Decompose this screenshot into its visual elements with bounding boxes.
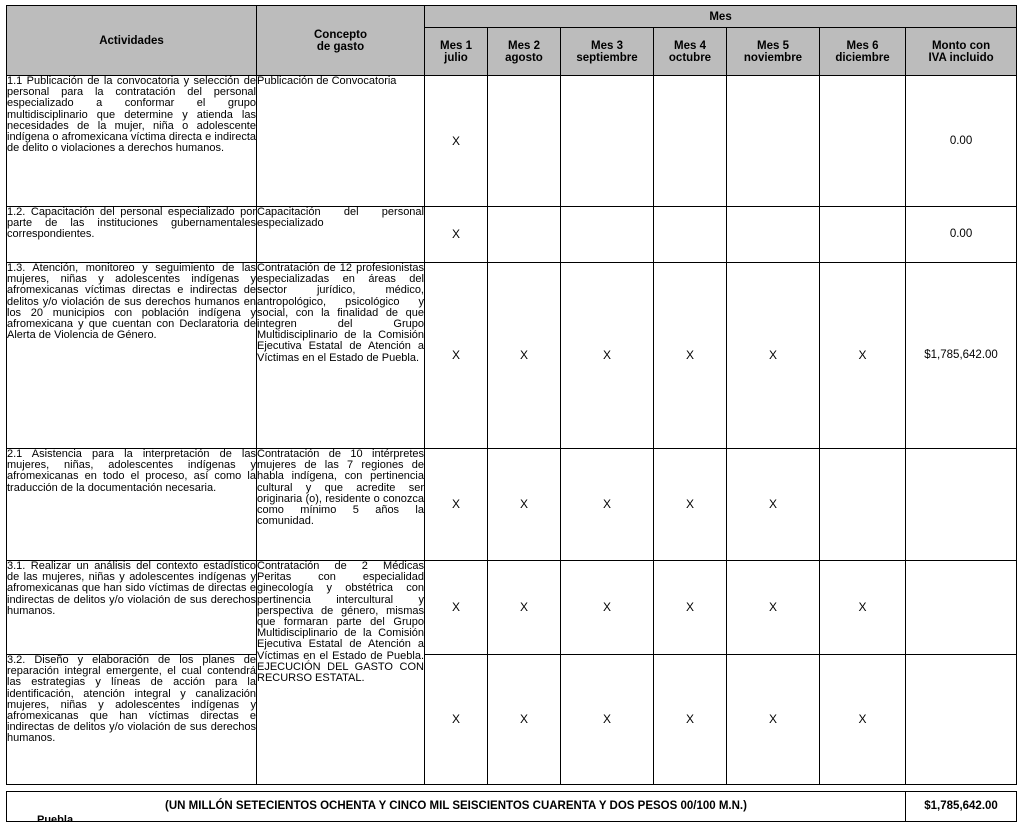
concept-cell: Contratación de 12 profesionistas especializadas en áreas del sector jurídico, médico, antropológico, psicológico y social, con la finalidad de que integren del Grupo Multidisciplinario de la Comisión Ejecutiva Estatal de Atención a Víctimas en el Estado de Puebla.: [257, 263, 425, 449]
activity-cell: 3.1. Realizar un análisis del contexto estadístico de las mujeres, niñas y adolescentes indígenas y afromexicanas que han sido víctimas de directas e indirectas de delitos y/o violación de sus derechos humanos.: [7, 561, 257, 655]
activity-cell: 1.3. Atención, monitoreo y seguimiento de las mujeres, niñas y adolescentes indígenas y afromexicanas víctimas directas e indirectas de delitos y/o violación de sus derechos humanos en los 20 municipios con población indígena y afromexicana y que cuentan con Declaratoria de Alerta de Violencia de Género.: [7, 263, 257, 449]
month-mark-cell: [654, 207, 727, 263]
amount-cell: [906, 655, 1017, 785]
month-mark-cell: X: [425, 263, 488, 449]
header-month-4: [654, 28, 727, 76]
month-mark-cell: [561, 207, 654, 263]
total-amount: $1,785,642.00: [906, 792, 1017, 822]
month-mark-cell: X: [654, 655, 727, 785]
month-mark-cell: X: [820, 561, 906, 655]
table-row: [7, 561, 1017, 655]
month-mark-cell: X: [654, 449, 727, 561]
table-row: [7, 655, 1017, 785]
concept-cell: Contratación de 2 Médicas Peritas con especialidad ginecología y obstétrica con pertinencia intercultural y perspectiva de género, mismas que formaran parte del Grupo Multidisciplinario de la Comisión Ejecutiva Estatal de Atención a Víctimas en el Estado de Puebla. EJECUCIÓN DEL GASTO CON RECURSO ESTATAL.: [257, 561, 425, 785]
header-month-name: octubre: [668, 51, 712, 64]
table-row: [7, 263, 1017, 449]
month-mark-cell: X: [561, 561, 654, 655]
header-month-2: [488, 28, 561, 76]
month-mark-cell: X: [488, 655, 561, 785]
header-activities: Actividades: [7, 6, 257, 76]
month-mark-cell: [820, 449, 906, 561]
month-mark-cell: X: [425, 76, 488, 207]
header-month-5: [727, 28, 820, 76]
footer-cut-text: Puebla: [37, 814, 74, 822]
header-month-number: Mes 4: [674, 39, 706, 52]
month-mark-cell: X: [561, 263, 654, 449]
schedule-table: [6, 5, 1017, 822]
amount-cell: [906, 561, 1017, 655]
month-mark-cell: [654, 76, 727, 207]
header-month-name: agosto: [505, 51, 543, 64]
month-mark-cell: [727, 207, 820, 263]
schedule-table-wrapper: [6, 5, 1016, 822]
table-row: [7, 207, 1017, 263]
month-mark-cell: X: [727, 449, 820, 561]
activity-cell: 3.2. Diseño y elaboración de los planes de reparación integral emergente, el cual contendrá las estrategias y líneas de acción para la identificación, atención integral y canalización mujeres, niñas y adolescentes indígenas y afromexicanas que han víctimas directas e indirectas de delitos y/o violación de sus derechos humanos.: [7, 655, 257, 785]
month-mark-cell: X: [727, 561, 820, 655]
header-month-name: noviembre: [743, 51, 803, 64]
month-mark-cell: X: [820, 263, 906, 449]
month-mark-cell: X: [425, 561, 488, 655]
header-month-name: septiembre: [576, 51, 638, 64]
month-mark-cell: [488, 76, 561, 207]
header-month-number: Mes 5: [757, 39, 789, 52]
activity-cell: 1.1 Publicación de la convocatoria y selección de personal para la contratación del personal especializado a conformar el grupo multidisciplinario que determine y atienda las necesidades de la mujer, niña o adolescente indígena o afromexicana víctima directa e indirecta de delito o violaciones a derechos humanos.: [7, 76, 257, 207]
month-mark-cell: X: [820, 655, 906, 785]
month-mark-cell: [820, 76, 906, 207]
table-row: [7, 449, 1017, 561]
header-month-3: [561, 28, 654, 76]
total-row: [7, 792, 1017, 822]
header-month-1: [425, 28, 488, 76]
month-mark-cell: [820, 207, 906, 263]
month-mark-cell: X: [425, 207, 488, 263]
month-mark-cell: X: [654, 561, 727, 655]
table-row: [7, 76, 1017, 207]
month-mark-cell: [488, 207, 561, 263]
month-mark-cell: X: [561, 655, 654, 785]
header-month-group: Mes: [425, 6, 1017, 28]
amount-cell: 0.00: [906, 76, 1017, 207]
amount-cell: 0.00: [906, 207, 1017, 263]
header-month-6: [820, 28, 906, 76]
header-month-number: Mes 3: [591, 39, 623, 52]
spacer-row: [7, 785, 1017, 792]
month-mark-cell: X: [561, 449, 654, 561]
amount-cell: [906, 449, 1017, 561]
header-concept: Concepto de gasto: [257, 6, 425, 76]
month-mark-cell: X: [488, 449, 561, 561]
month-mark-cell: X: [488, 263, 561, 449]
concept-cell: Publicación de Convocatoria: [257, 76, 425, 207]
header-month-number: Mes 2: [508, 39, 540, 52]
concept-cell: Capacitación del personal especializado: [257, 207, 425, 263]
header-month-name: diciembre: [835, 51, 890, 64]
activity-cell: 1.2. Capacitación del personal especializado por parte de las instituciones gubernamentales correspondientes.: [7, 207, 257, 263]
month-mark-cell: [561, 76, 654, 207]
month-mark-cell: X: [425, 655, 488, 785]
total-in-words: (UN MILLÓN SETECIENTOS OCHENTA Y CINCO MIL SEISCIENTOS CUARENTA Y DOS PESOS 00/100 M.N.): [7, 792, 906, 822]
month-mark-cell: [727, 76, 820, 207]
header-month-number: Mes 6: [846, 39, 879, 52]
amount-cell: $1,785,642.00: [906, 263, 1017, 449]
activity-cell: 2.1 Asistencia para la interpretación de las mujeres, niñas, adolescentes indígenas y afromexicanas en todo el proceso, así como la traducción de la documentación necesaria.: [7, 449, 257, 561]
month-mark-cell: X: [425, 449, 488, 561]
header-amount: Monto con IVA incluido: [906, 28, 1017, 76]
month-mark-cell: X: [488, 561, 561, 655]
month-mark-cell: X: [727, 655, 820, 785]
month-mark-cell: X: [727, 263, 820, 449]
concept-cell: Contratación de 10 intérpretes mujeres de las 7 regiones de habla indígena, con pertinencia cultural y que acredite ser originaria (o), residente o conozca como mínimo 5 años la comunidad.: [257, 449, 425, 561]
header-month-name: julio: [444, 51, 468, 64]
header-month-number: Mes 1: [440, 39, 472, 52]
month-mark-cell: X: [654, 263, 727, 449]
